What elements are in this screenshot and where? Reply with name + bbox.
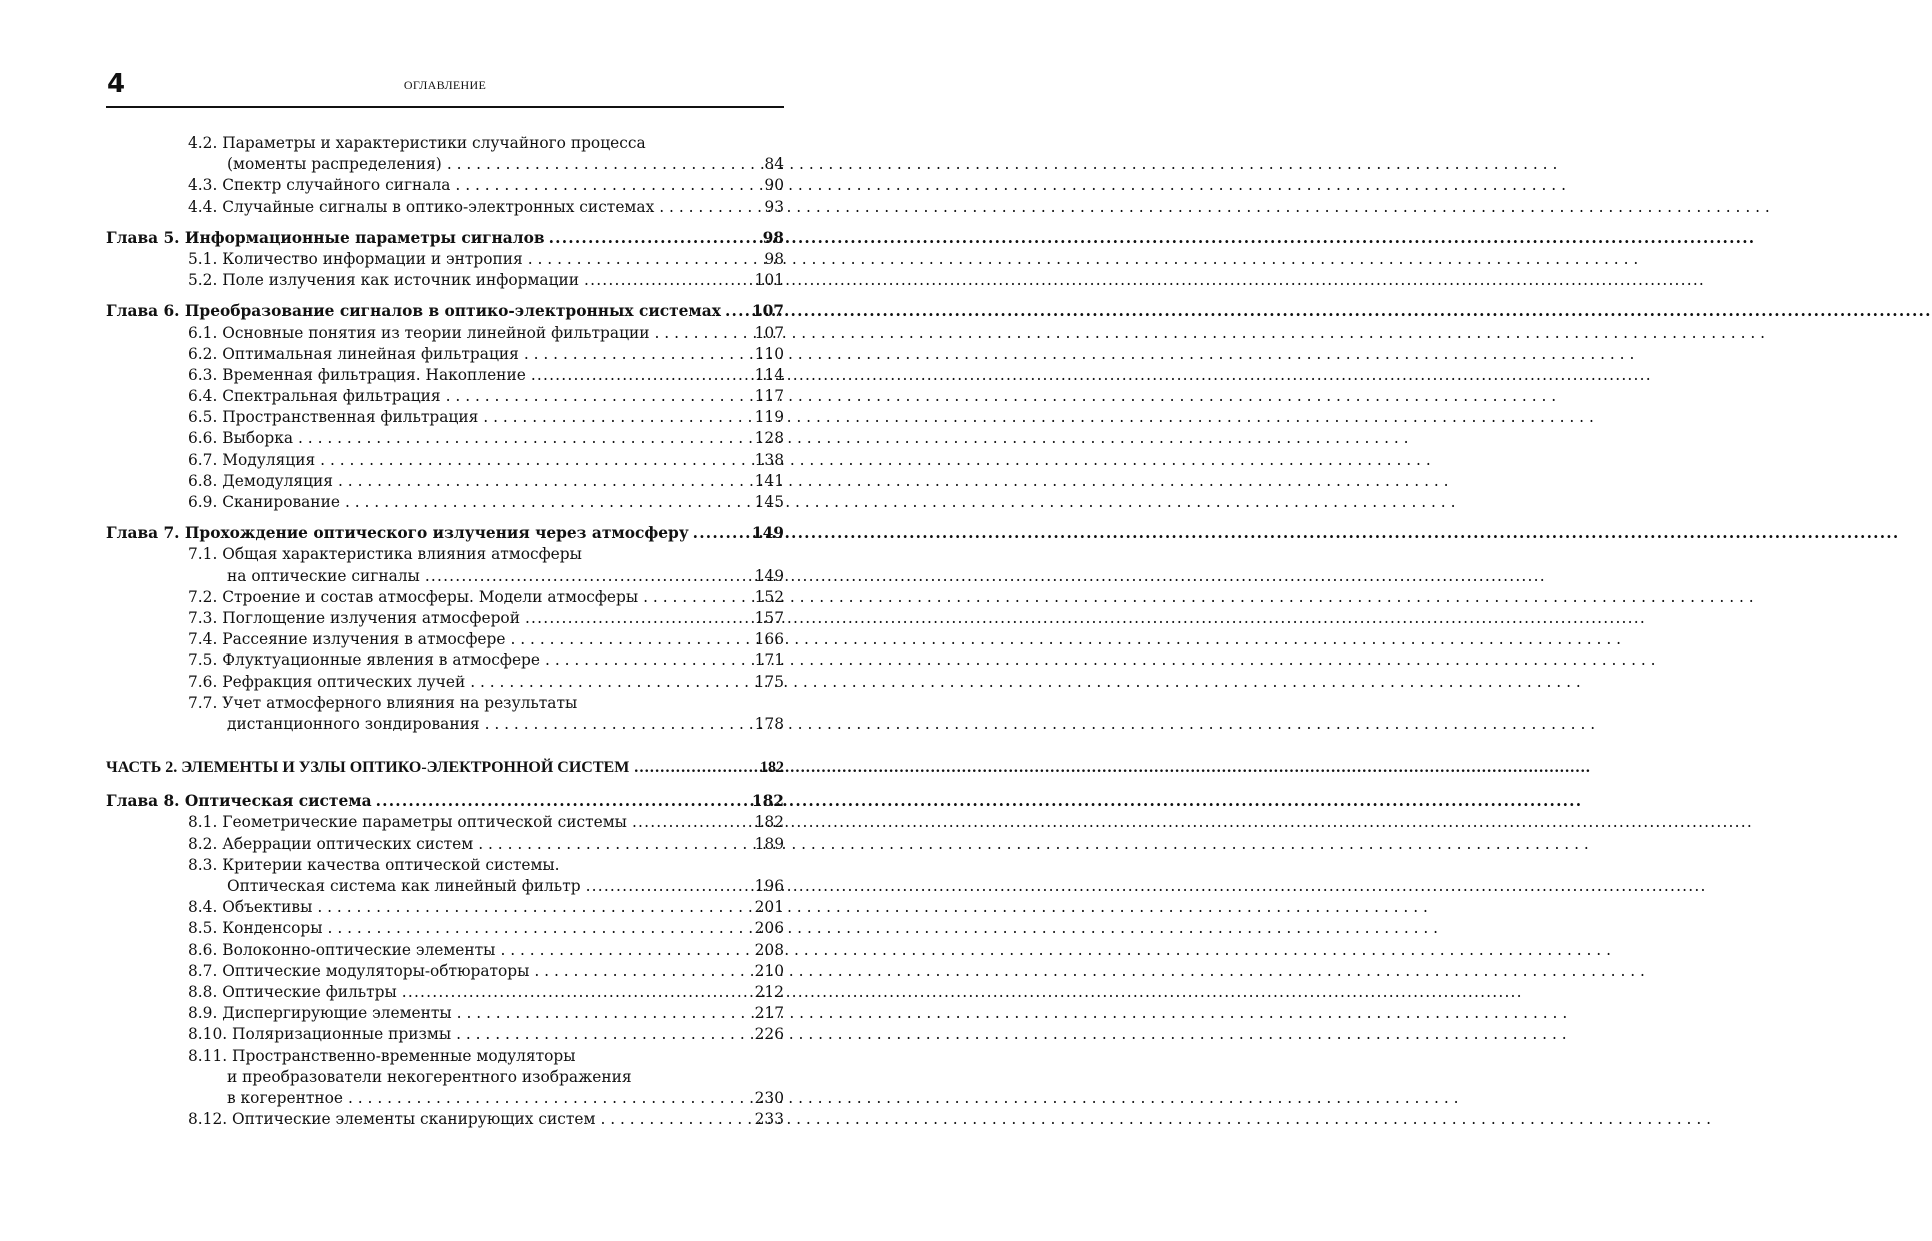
dot-leader: [655, 323, 749, 344]
toc-entry-title: 8.8. Оптические фильтры: [188, 982, 397, 1001]
toc-page-number: 138: [754, 450, 784, 469]
dot-leader: [725, 301, 749, 322]
toc-entry: [106, 1109, 784, 1130]
dot-leader: [447, 154, 759, 175]
toc-entry: [106, 1003, 784, 1024]
toc-entry-title: 8.7. Оптические модуляторы-обтюраторы: [188, 961, 530, 980]
toc-entry: [106, 544, 784, 565]
toc-entry-title: 6.7. Модуляция: [188, 450, 316, 469]
toc-entry-title: 8.10. Поляризационные призмы: [188, 1025, 452, 1044]
dot-leader: [456, 1024, 749, 1045]
toc-entry-title: 6.8. Демодуляция: [188, 471, 334, 490]
toc-entry: [106, 855, 784, 876]
toc-entry-title: 7.1. Общая характеристика влияния атмосферы: [188, 545, 582, 564]
toc-page-number: 98: [764, 249, 784, 268]
toc-entry: [106, 812, 784, 833]
toc-entry-title: 6.4. Спектральная фильтрация: [188, 387, 441, 406]
dot-leader: [545, 650, 749, 671]
toc-entry-title: 8.1. Геометрические параметры оптической системы: [188, 813, 627, 832]
toc-entry-title: 6.9. Сканирование: [188, 493, 340, 511]
toc-entry-title: 7.2. Строение и состав атмосферы. Модели атмосферы: [188, 587, 639, 606]
dot-leader: [455, 175, 758, 196]
toc-chapter-title: Глава 7. Прохождение оптического излучения через атмосферу: [106, 524, 689, 543]
toc-chapter-title: Глава 5. Информационные параметры сигналов: [106, 228, 545, 247]
toc-chapter-title: Глава 8. Оптическая система: [106, 792, 372, 811]
toc-page-number: 117: [754, 387, 784, 406]
toc-page-number: 175: [754, 672, 784, 691]
toc-page-number: 206: [754, 919, 784, 938]
toc-page-number: 226: [754, 1025, 784, 1044]
toc-entry: [106, 1046, 784, 1067]
toc-entry: [106, 249, 784, 270]
toc-part-title: ЧАСТЬ 2. ЭЛЕМЕНТЫ И УЗЛЫ ОПТИКО-ЭЛЕКТРОННОЙ СИСТЕМ: [106, 759, 630, 777]
toc-entry: [106, 365, 784, 386]
toc-entry-title: дистанционного зондирования: [227, 714, 480, 733]
toc-entry-title: 4.2. Параметры и характеристики случайного процесса: [188, 134, 646, 152]
toc-page-number: 107: [754, 323, 784, 342]
dot-leader: [524, 344, 749, 365]
toc-page-number: 182: [760, 759, 784, 777]
dot-leader: [485, 714, 749, 735]
toc-entry: [106, 982, 784, 1003]
toc-entry: [106, 650, 784, 671]
dot-leader: [549, 228, 760, 249]
toc-entry: [106, 714, 784, 735]
toc-page-number: 141: [754, 471, 784, 490]
dot-leader: [328, 918, 749, 939]
toc-chapter-title: Глава 6. Преобразование сигналов в оптико-электронных системах: [106, 302, 721, 321]
dot-leader: [320, 450, 748, 471]
dot-leader: [338, 471, 749, 492]
toc-entry: [106, 897, 784, 918]
dot-leader: [693, 523, 749, 544]
toc-page-number: 98: [762, 228, 784, 247]
dot-leader: [483, 407, 748, 428]
toc-entry: [106, 133, 784, 154]
toc-page-number: 171: [754, 651, 784, 670]
toc-entry-title: Оптическая система как линейный фильтр: [227, 877, 581, 895]
toc-page-number: 182: [754, 813, 784, 832]
toc-page-number: 119: [754, 408, 784, 427]
toc-page-number: 90: [764, 176, 784, 195]
running-header: [106, 62, 784, 108]
toc-entry-title: и преобразователи некогерентного изображения: [227, 1067, 632, 1086]
dot-leader: [659, 197, 758, 218]
toc-entry: [106, 323, 784, 344]
toc-chapter: [106, 301, 784, 322]
toc-entry-title: 5.1. Количество информации и энтропия: [188, 249, 523, 268]
toc-entry-title: 7.5. Флуктуационные явления в атмосфере: [188, 651, 541, 670]
toc-entry-title: 8.4. Объективы: [188, 898, 313, 917]
toc-entry-title: 7.6. Рефракция оптических лучей: [188, 672, 466, 691]
toc-chapter: [106, 523, 784, 544]
toc-entry: [106, 629, 784, 650]
toc-entry: [106, 386, 784, 407]
toc-entry-title: 8.12. Оптические элементы сканирующих систем: [188, 1110, 596, 1129]
toc-page-number: 212: [754, 982, 784, 1001]
toc-entry-title: 8.11. Пространственно-временные модуляторы: [188, 1046, 576, 1065]
toc-entry: [106, 876, 784, 897]
toc-page-number: 166: [754, 630, 784, 649]
dot-leader: [500, 940, 748, 961]
toc-entry-title: 6.1. Основные понятия из теории линейной фильтрации: [188, 323, 650, 342]
dot-leader: [643, 587, 748, 608]
toc-page-number: 157: [754, 608, 784, 627]
toc-page-number: 196: [754, 877, 784, 895]
dot-leader: [446, 386, 749, 407]
toc-page-number: 114: [754, 365, 784, 384]
toc-page-number: 210: [754, 961, 784, 980]
toc-chapter: [106, 791, 784, 812]
toc-entry-title: 6.5. Пространственная фильтрация: [188, 408, 479, 427]
dot-leader: [348, 1088, 749, 1109]
dot-leader: [470, 672, 748, 693]
toc-entry-title: 6.6. Выборка: [188, 429, 293, 448]
toc-page-number: 110: [754, 344, 784, 363]
toc-entry: [106, 693, 784, 714]
toc-page-number: 149: [754, 566, 784, 585]
toc-entry-title: на оптические сигналы: [227, 566, 420, 585]
toc-page-number: 152: [754, 587, 784, 606]
toc-entry: [106, 961, 784, 982]
toc-page-number: 101: [754, 271, 784, 290]
toc-page-number: 145: [754, 493, 784, 511]
dot-leader: [600, 1109, 748, 1130]
dot-leader: [402, 982, 749, 1003]
toc-entry: [106, 672, 784, 693]
dot-leader: [298, 428, 749, 449]
toc-entry-title: 8.9. Диспергирующие элементы: [188, 1004, 452, 1023]
toc-entry: [106, 492, 784, 513]
page-number: 4: [107, 69, 126, 99]
toc-entry: [106, 344, 784, 365]
dot-leader: [531, 365, 749, 386]
toc-page-number: 107: [751, 302, 784, 321]
toc-entry: [106, 1067, 784, 1088]
toc-entry: [106, 608, 784, 629]
toc-entry-title: 4.4. Случайные сигналы в оптико-электронных системах: [188, 197, 655, 216]
toc-entry-title: (моменты распределения): [227, 155, 442, 174]
toc-entry-title: в когерентное: [227, 1088, 343, 1107]
toc-page-number: 233: [754, 1110, 784, 1129]
dot-leader: [525, 608, 749, 629]
toc-entry: [106, 450, 784, 471]
dot-leader: [632, 812, 749, 833]
toc-entry: [106, 175, 784, 196]
toc-entry: [106, 1088, 784, 1109]
dot-leader: [457, 1003, 749, 1024]
dot-leader: [425, 566, 749, 587]
toc-entry-title: 6.2. Оптимальная линейная фильтрация: [188, 344, 519, 363]
toc-page-number: 149: [751, 524, 784, 543]
toc-entry-title: 8.3. Критерии качества оптической системы.: [188, 855, 560, 874]
toc-entry: [106, 154, 784, 175]
toc-entry: [106, 197, 784, 218]
toc-page-number: 217: [754, 1004, 784, 1023]
toc-entry-title: 7.4. Рассеяние излучения в атмосфере: [188, 630, 506, 649]
toc-page-number: 201: [754, 898, 784, 917]
dot-leader: [478, 834, 748, 855]
toc-page-number: 182: [751, 792, 784, 811]
toc-page-number: 189: [754, 834, 784, 853]
toc-page-number: 230: [754, 1088, 784, 1107]
toc-entry-title: 5.2. Поле излучения как источник информации: [188, 271, 580, 290]
dot-leader: [586, 876, 749, 897]
table-of-contents: [106, 133, 784, 1130]
toc-entry-title: 8.5. Конденсоры: [188, 919, 323, 938]
toc-entry-title: 7.7. Учет атмосферного влияния на результаты: [188, 693, 578, 712]
toc-page-number: 93: [764, 197, 784, 216]
toc-entry: [106, 834, 784, 855]
toc-entry-title: 7.3. Поглощение излучения атмосферой: [188, 608, 520, 627]
toc-entry-title: 8.2. Аберрации оптических систем: [188, 834, 474, 853]
dot-leader: [510, 629, 748, 650]
toc-entry: [106, 270, 784, 291]
toc-entry-title: 8.6. Волоконно-оптические элементы: [188, 940, 496, 959]
toc-page-number: 208: [754, 940, 784, 959]
dot-leader: [317, 897, 748, 918]
toc-part: [106, 757, 784, 778]
toc-entry: [106, 1024, 784, 1045]
book-page: [0, 0, 857, 1241]
toc-chapter: [106, 228, 784, 249]
dot-leader: [634, 757, 754, 778]
dot-leader: [376, 791, 749, 812]
toc-entry: [106, 587, 784, 608]
dot-leader: [345, 492, 749, 513]
toc-entry: [106, 407, 784, 428]
toc-entry-title: 6.3. Временная фильтрация. Накопление: [188, 365, 526, 384]
toc-entry-title: 4.3. Спектр случайного сигнала: [188, 176, 451, 195]
toc-entry: [106, 566, 784, 587]
toc-page-number: 84: [764, 155, 784, 174]
toc-entry: [106, 471, 784, 492]
dot-leader: [528, 249, 759, 270]
toc-entry: [106, 940, 784, 961]
running-title: ОГЛАВЛЕНИЕ: [403, 78, 487, 92]
toc-page-number: 178: [754, 714, 784, 733]
toc-entry: [106, 428, 784, 449]
dot-leader: [534, 961, 748, 982]
toc-entry: [106, 918, 784, 939]
toc-page-number: 128: [754, 429, 784, 448]
dot-leader: [584, 270, 749, 291]
